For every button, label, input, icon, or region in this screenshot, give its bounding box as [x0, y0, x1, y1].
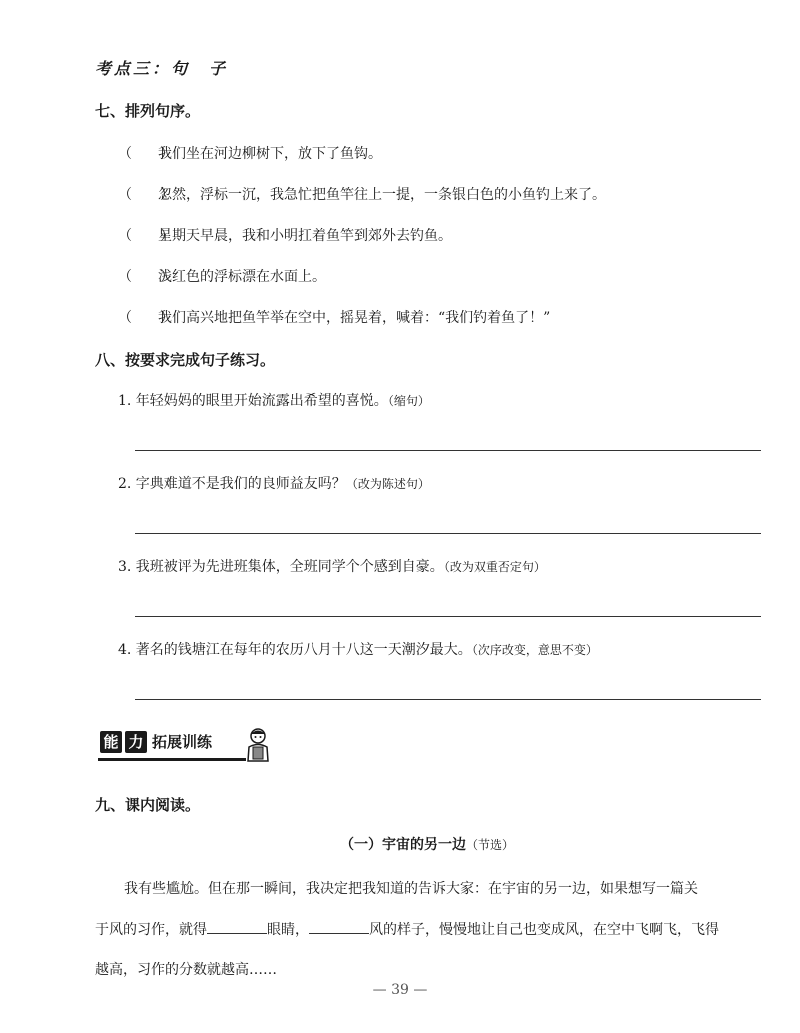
q8-item-note: （改为陈述句）	[345, 477, 430, 491]
passage-line: 我有些尴尬。但在那一瞬间，我决定把我知道的告诉大家：在宇宙的另一边，如果想写一篇关	[124, 881, 698, 897]
q7-item-text: 浅红色的浮标漂在水面上。	[158, 269, 326, 285]
passage-line: 越高，习作的分数就越高……	[95, 962, 277, 978]
q7-item-text: 我们高兴地把鱼竿举在空中，摇晃着，喊着：“我们钓着鱼了！”	[158, 310, 551, 326]
q7-item	[118, 184, 606, 204]
passage-text: 眼睛，	[267, 922, 309, 938]
q8-item-note: （次序改变，意思不变）	[471, 643, 598, 657]
q8-item-note: （改为双重否定句）	[443, 560, 546, 574]
q8-item	[118, 390, 430, 410]
page-number: — 39 —	[372, 982, 428, 998]
answer-line[interactable]	[135, 450, 761, 451]
passage-text: 风的样子，慢慢地让自己也变成风，在空中飞啊飞，飞得	[369, 922, 719, 938]
answer-line[interactable]	[135, 699, 761, 700]
answer-paren[interactable]: （ ）	[118, 269, 174, 285]
banner-underline	[98, 758, 246, 761]
passage-title-text: （一）宇宙的另一边	[340, 837, 466, 853]
q7-item	[118, 143, 382, 163]
answer-paren[interactable]: （ ）	[118, 310, 174, 326]
topic-heading: 考点三：句 子	[95, 59, 229, 78]
q8-item-text: 1. 年轻妈妈的眼里开始流露出希望的喜悦。	[118, 393, 388, 409]
banner-title: 拓展训练	[152, 733, 213, 751]
q7-title: 七、排列句序。	[95, 102, 201, 120]
answer-line[interactable]	[135, 533, 761, 534]
passage-title	[340, 834, 514, 854]
banner-char-box: 力	[125, 731, 147, 753]
q7-item	[118, 225, 452, 245]
q9-title: 九、课内阅读。	[95, 796, 201, 814]
q8-title: 八、按要求完成句子练习。	[95, 351, 276, 369]
q8-item	[118, 639, 598, 659]
passage-line	[95, 919, 719, 939]
q7-item	[118, 266, 326, 286]
banner-char-box: 能	[100, 731, 122, 753]
q8-item	[118, 556, 546, 576]
q7-item-text: 星期天早晨，我和小明扛着鱼竿到郊外去钓鱼。	[158, 228, 452, 244]
answer-paren[interactable]: （ ）	[118, 146, 174, 162]
passage-title-note: （节选）	[466, 838, 515, 852]
answer-paren[interactable]: （ ）	[118, 187, 174, 203]
q8-item-text: 2. 字典难道不是我们的良师益友吗？	[118, 476, 346, 492]
student-mascot-icon	[244, 727, 272, 765]
passage-text: 于风的习作，就得	[95, 922, 207, 938]
q7-item-text: 我们坐在河边柳树下，放下了鱼钩。	[158, 146, 382, 162]
q8-item-text: 3. 我班被评为先进班集体，全班同学个个感到自豪。	[118, 559, 444, 575]
q7-item	[118, 307, 550, 327]
ability-banner	[98, 727, 274, 767]
q8-item	[118, 473, 430, 493]
fill-blank[interactable]	[207, 921, 267, 934]
answer-paren[interactable]: （ ）	[118, 228, 174, 244]
q8-item-text: 4. 著名的钱塘江在每年的农历八月十八这一天潮汐最大。	[118, 642, 472, 658]
q8-item-note: （缩句）	[387, 394, 430, 408]
fill-blank[interactable]	[309, 921, 369, 934]
answer-line[interactable]	[135, 616, 761, 617]
q7-item-text: 忽然，浮标一沉，我急忙把鱼竿往上一提，一条银白色的小鱼钓上来了。	[158, 187, 606, 203]
